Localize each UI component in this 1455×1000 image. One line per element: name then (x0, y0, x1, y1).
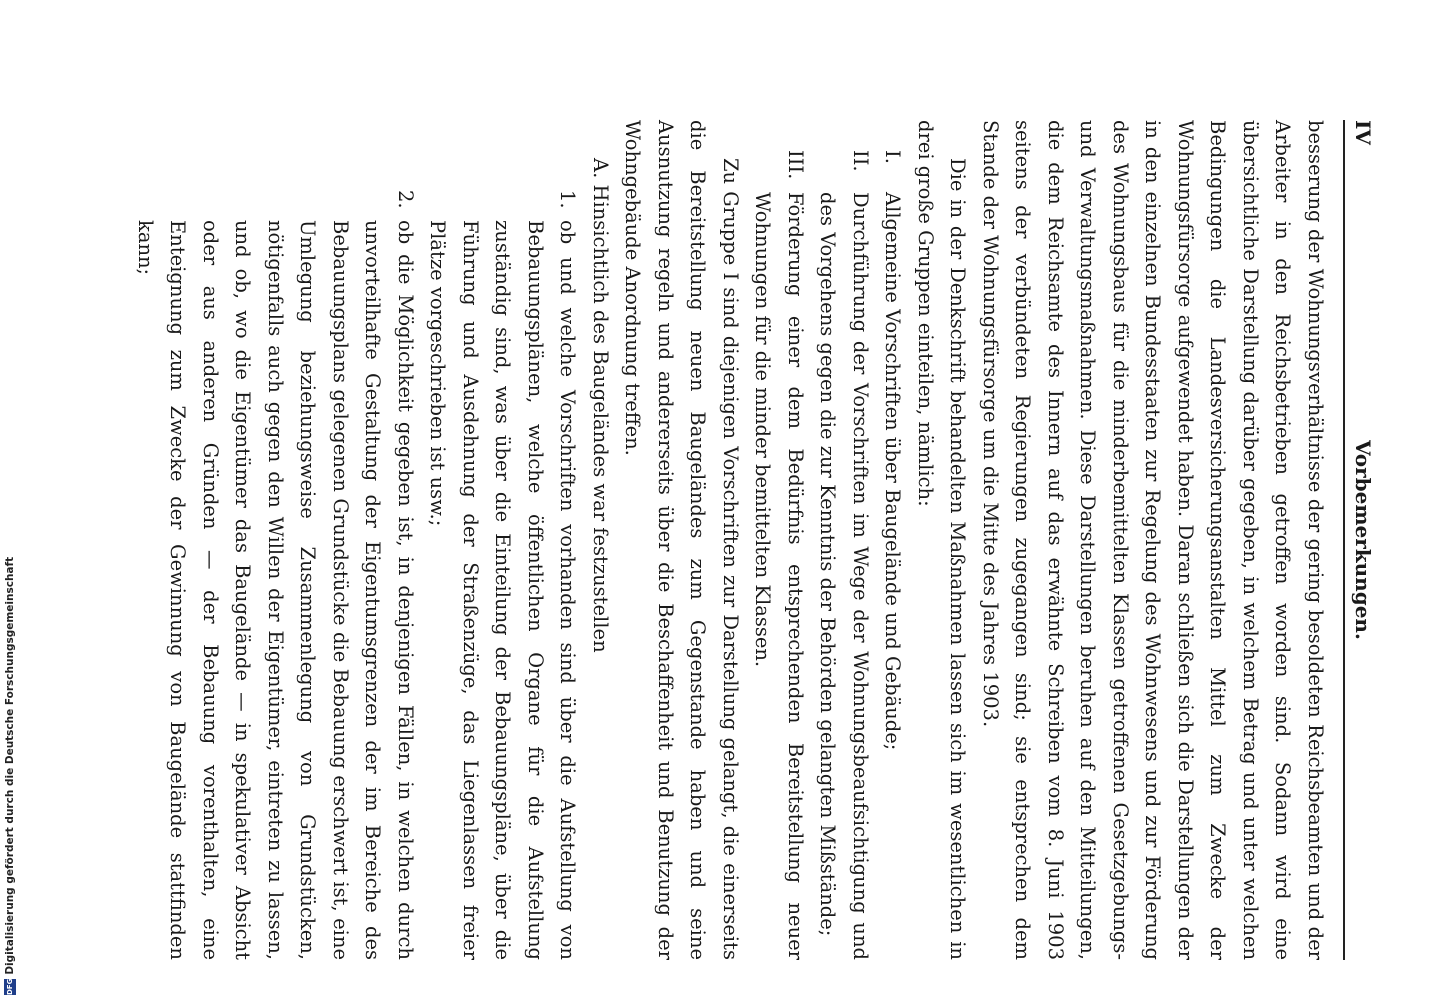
group-item-2 (811, 120, 876, 960)
paragraph-group-one: Zu Gruppe I sind diejenigen Vorschriften zur Darstellung gelangt, die einerseits die Bereitstellung neuen Baugeländes zum Gegenstande haben und seine Ausnutzung regeln und andererseits über die Beschaffenheit und Benutzung der Wohngebäude Anordnung treffen. (621, 120, 742, 960)
item-number: 2. (394, 190, 417, 209)
item-text: ob und welche Vorschriften vorhanden sind über die Aufstellung von Bebauungsplänen, welche öffentlichen Organe für die Aufstellung zuständig sind, was über die Einteilung der Bebauungspläne, über die Führung und Ausdehnung der Straßenzüge, das Liegenlassen freier Plätze vorgeschrieben ist usw.; (426, 220, 580, 960)
group-number: II. (849, 150, 872, 172)
group-text: Allgemeine Vorschriften über Baugelände und Gebäude; (881, 192, 905, 751)
section-a-heading: A. Hinsichtlich des Baugeländes war festzustellen (589, 158, 612, 653)
digitization-credit (2, 556, 18, 995)
section-a-item-2 (129, 120, 422, 960)
credit-text: Digitalisierung gefördert durch die Deutsche Forschungsgemeinschaft (4, 556, 16, 975)
item-text: ob die Möglichkeit gegeben ist, in denjenigen Fällen, in welchen durch unvorteilhafte Gestaltung der Eigentumsgrenzen der im Bereiche des Bebauungsplans gelegenen Grundstücke die Bebauung erschwert ist, eine Umlegung beziehungsweise Zusammenlegung von Grundstücken, nötigenfalls auch gegen den Willen der Eigentümer, eintreten zu lassen, und ob, wo die Eigentümer das Baugelände — in spekulativer Absicht oder aus anderen Gründen — der Bebauung vorenthalten, eine Enteignung zum Zwecke der Gewinnung von Baugelände stattfinden kann; (134, 220, 417, 960)
page-body (129, 120, 1332, 960)
group-item-1 (876, 120, 909, 960)
document-page (85, 120, 1375, 960)
paragraph-groups-intro: Die in der Denkschrift behandelten Maßnahmen lassen sich im wesentlichen in drei große Gruppen einteilen, nämlich: (914, 120, 970, 960)
dfg-logo-icon: DFG (6, 978, 14, 995)
group-text: Durchführung der Vorschriften im Wege der Wohnungsbeaufsichtigung und des Vorgehens gegen die zur Kenntnis der Behörden gelangten Mißstände; (816, 192, 872, 960)
header-rule (1343, 120, 1345, 960)
running-title: Vorbemerkungen. (1351, 440, 1375, 640)
page-number: IV (1351, 120, 1375, 145)
group-text: Förderung einer dem Bedürfnis entsprechenden Bereitstellung neuer Wohnungen für die minder bemittelten Klassen. (751, 192, 807, 960)
group-number: I. (881, 150, 905, 164)
section-a-item-1 (421, 120, 584, 960)
group-item-3 (746, 120, 811, 960)
group-number: III. (784, 150, 807, 180)
page-header (1347, 120, 1375, 960)
paragraph-continuation: besserung der Wohnungsverhältnisse der gering besoldeten Reichsbeamten und der Arbeiter in den Reichsbetrieben getroffen worden sind. Sodann wird eine übersichtliche Darstellung darüber gegeben, in welchem Betrag und unter welchen Bedingungen die Landesversicherungsanstalten Mittel zum Zwecke der Wohnungsfürsorge aufgewendet haben. Daran schließen sich die Darstellungen der in den einzelnen Bundesstaaten zur Regelung des Wohnwesens und zur Förderung des Wohnungsbaus für die minderbemittelten Klassen getroffenen Gesetzgebungs- und Verwaltungsmaßnahmen. Diese Darstellungen beruhen auf den Mitteilungen, die dem Reichsamte des Innern auf das erwähnte Schreiben vom 8. Juni 1903 seitens der verbündeten Regierungen zugegangen sind; sie entsprechen dem Stande der Wohnungsfürsorge um die Mitte des Jahres 1903. (979, 120, 1327, 960)
item-number: 1. (556, 190, 580, 209)
